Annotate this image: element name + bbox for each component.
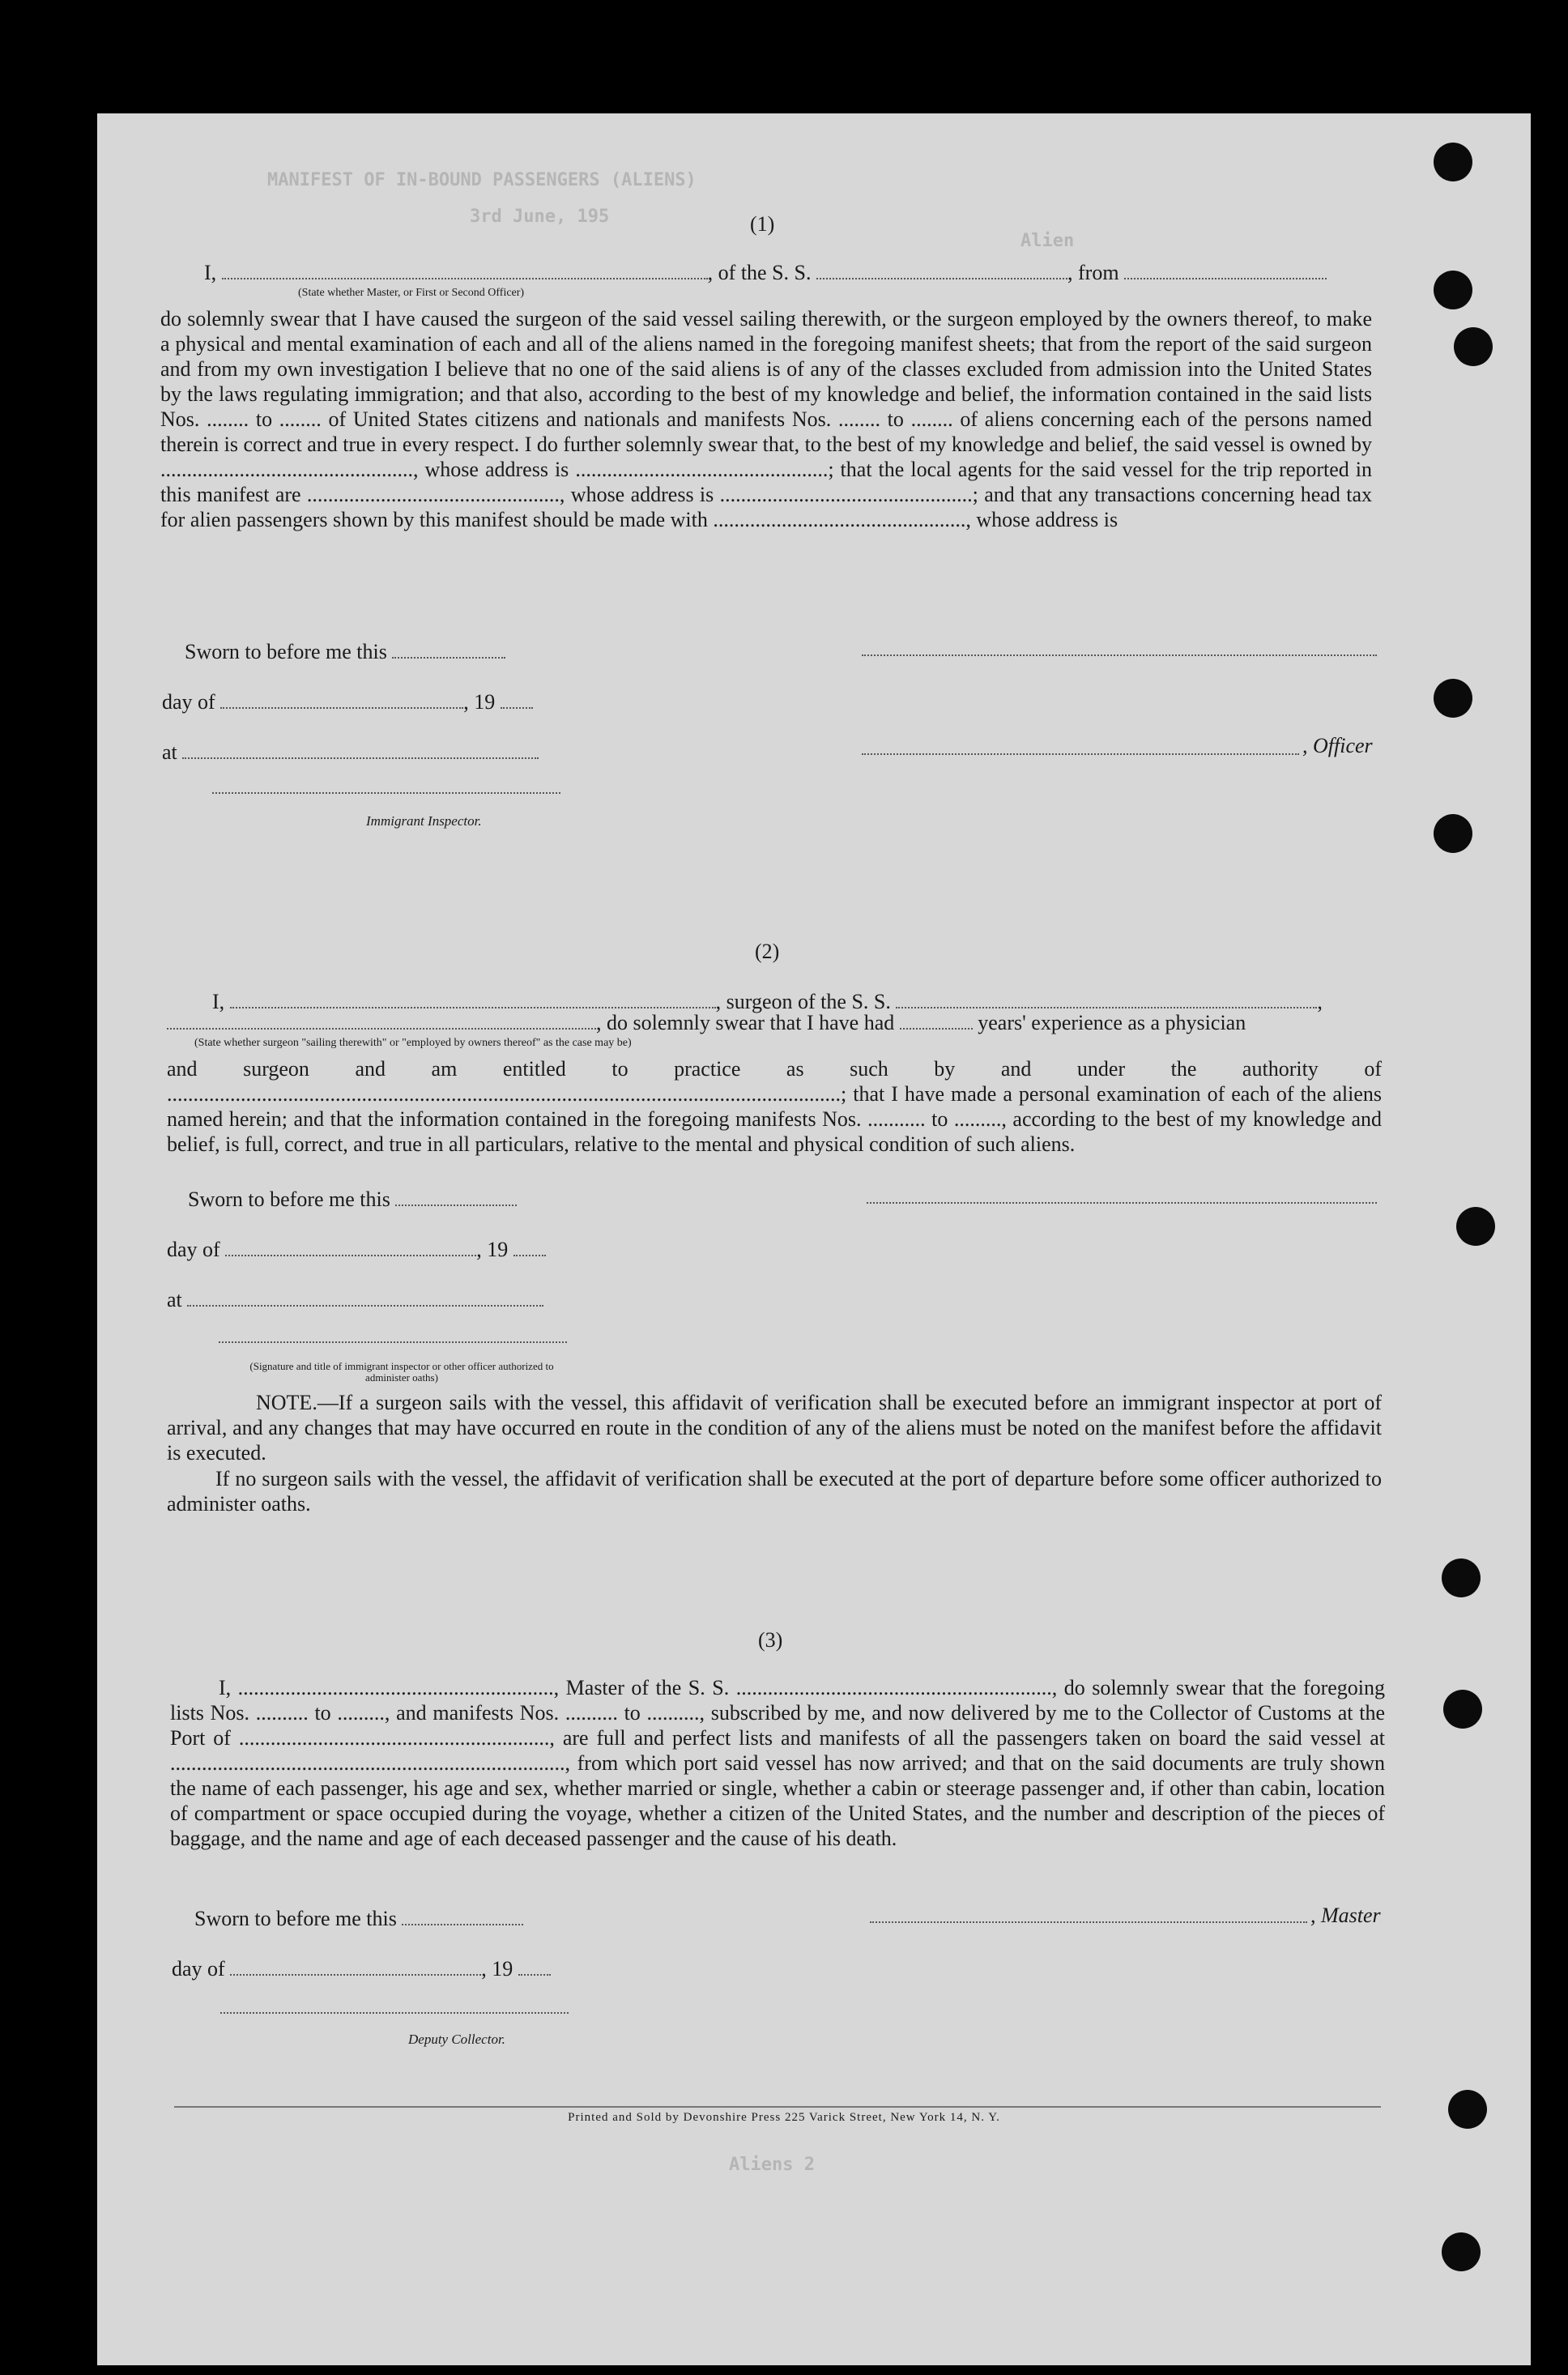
punch-hole bbox=[1434, 814, 1472, 853]
collector-caption: Deputy Collector. bbox=[408, 2032, 505, 2047]
text: I, bbox=[212, 990, 225, 1013]
officer-label: , Officer bbox=[1302, 734, 1373, 757]
inspector-signature-line[interactable] bbox=[212, 792, 560, 794]
section-2-at bbox=[167, 1288, 543, 1312]
collector-signature-line[interactable] bbox=[220, 2012, 569, 2014]
text: day of bbox=[167, 1238, 220, 1261]
month-field[interactable] bbox=[220, 691, 463, 709]
sworn-day-field[interactable] bbox=[395, 1188, 517, 1206]
month-field[interactable] bbox=[225, 1239, 476, 1256]
text: , do solemnly swear that I have had bbox=[596, 1011, 895, 1034]
text: , bbox=[1317, 990, 1323, 1013]
master-signature-line[interactable] bbox=[870, 1921, 1307, 1923]
section-3-body: I, ............................................................, Master of the S. S. ............................................................, do solemnly swear that the foregoing lists Nos. .......... to ........., and manifests Nos. .......... to .........., subscribed by me, and now delivered by me to the Collector of Customs at the Port of ..........................................................., are full and perfect lists and manifests of all the passengers taken on board the said vessel at ..........................................................................., from which port said vessel has now arrived; and that on the said documents are truly shown the name of each passenger, his age and sex, whether married or single, whether a cabin or steerage passenger and, if other than cabin, location of compartment or space occupied during the voyage, whether a citizen of the United States, and the number and description of the pieces of baggage, and the name and age of each deceased passenger and the cause of his death. bbox=[170, 1676, 1385, 1850]
text: I, bbox=[204, 261, 217, 284]
text: day of bbox=[172, 1957, 225, 1981]
master-label: , Master bbox=[1310, 1904, 1381, 1927]
section-2-day-of bbox=[167, 1238, 546, 1262]
section-2-caption: (Signature and title of immigrant inspector or other officer authorized to administer oaths) bbox=[249, 1360, 554, 1384]
punch-hole bbox=[1442, 2232, 1481, 2271]
place-field[interactable] bbox=[187, 1289, 543, 1307]
text: Sworn to before me this bbox=[194, 1907, 397, 1930]
ship-name-field[interactable] bbox=[816, 262, 1067, 279]
section-1-number: (1) bbox=[750, 212, 775, 236]
section-2-number: (2) bbox=[755, 940, 780, 963]
section-1-at bbox=[162, 740, 539, 765]
bleed-through-title: MANIFEST OF IN-BOUND PASSENGERS (ALIENS) bbox=[267, 170, 697, 190]
section-1-line-1 bbox=[204, 261, 1327, 285]
footer-rule bbox=[174, 2106, 1381, 2108]
punch-hole bbox=[1454, 327, 1493, 366]
bleed-through-bottom: Aliens 2 bbox=[729, 2155, 815, 2175]
inspector-caption: Immigrant Inspector. bbox=[366, 813, 482, 829]
ship-name-field[interactable] bbox=[896, 991, 1317, 1008]
text: years' experience as a physician bbox=[978, 1011, 1246, 1034]
punch-hole bbox=[1442, 1558, 1481, 1597]
surgeon-name-field[interactable] bbox=[230, 991, 716, 1008]
sworn-day-field[interactable] bbox=[392, 641, 505, 659]
section-2-hint: (State whether surgeon "sailing therewith" or "employed by owners thereof" as the case may be) bbox=[194, 1037, 632, 1049]
text: , surgeon of the S. S. bbox=[715, 990, 891, 1013]
section-2-note-2: If no surgeon sails with the vessel, the affidavit of verification shall be executed at the port of departure before some officer authorized to administer oaths. bbox=[167, 1467, 1382, 1516]
officer-signature-line[interactable] bbox=[862, 753, 1299, 755]
punch-hole bbox=[1434, 271, 1472, 309]
text: at bbox=[167, 1288, 182, 1311]
bleed-through-date: 3rd June, 195 bbox=[470, 207, 610, 227]
section-1-day-of bbox=[162, 690, 533, 714]
years-field[interactable] bbox=[900, 1012, 973, 1030]
section-2-body: and surgeon and am entitled to practice as such by and under the authority of ................................................................................................................................; that I have made a personal examination of each of the aliens named herein; and that the information contained in the foregoing manifests Nos. ........... to ........., according to the best of my knowledge and belief, is full, correct, and true in all particulars, relative to the mental and physical condition of such aliens. bbox=[167, 1057, 1382, 1156]
punch-hole bbox=[1456, 1207, 1495, 1246]
surgeon-signature-line[interactable] bbox=[867, 1202, 1377, 1204]
printer-imprint: Printed and Sold by Devonshire Press 225 Varick Street, New York 14, N. Y. bbox=[568, 2111, 1000, 2124]
bleed-through-word: Alien bbox=[1020, 231, 1075, 251]
text: Sworn to before me this bbox=[188, 1188, 390, 1211]
text: Sworn to before me this bbox=[185, 640, 387, 663]
year-field[interactable] bbox=[518, 1958, 551, 1976]
text: , of the S. S. bbox=[707, 261, 812, 284]
section-1-sworn bbox=[185, 640, 505, 664]
inspector-signature-line[interactable] bbox=[219, 1341, 567, 1343]
section-2-line-2 bbox=[167, 1011, 1246, 1035]
text: day of bbox=[162, 690, 215, 714]
punch-hole bbox=[1434, 143, 1472, 181]
text: , 19 bbox=[476, 1238, 509, 1261]
text: , 19 bbox=[481, 1957, 513, 1981]
month-field[interactable] bbox=[230, 1958, 481, 1976]
section-1-hint: (State whether Master, or First or Second Officer) bbox=[298, 287, 525, 299]
year-field[interactable] bbox=[513, 1239, 546, 1256]
section-3-number: (3) bbox=[758, 1628, 783, 1652]
signature-line[interactable] bbox=[862, 655, 1377, 656]
punch-hole bbox=[1443, 1690, 1482, 1729]
section-2-note-1: NOTE.—If a surgeon sails with the vessel, this affidavit of verification shall be executed before an immigrant inspector at port of arrival, and any changes that may have occurred en route in the condition of any of the aliens must be noted on the manifest before the affidavit is executed. bbox=[167, 1391, 1382, 1465]
section-2-sworn bbox=[188, 1188, 517, 1212]
section-3-day-of bbox=[172, 1957, 551, 1981]
surgeon-status-field[interactable] bbox=[167, 1012, 596, 1030]
from-port-field[interactable] bbox=[1124, 262, 1327, 279]
section-1-body: do solemnly swear that I have caused the surgeon of the said vessel sailing therewith, or the surgeon employed by the owners thereof, to make a physical and mental examination of each and all of the aliens named in the foregoing manifest sheets; that from the report of the said surgeon and from my own investigation I believe that no one of the said aliens is of any of the classes excluded from admission into the United States by the laws regulating immigration; and that also, according to the best of my knowledge and belief, the information contained in the said lists Nos. ........ to ........ of United States citizens and nationals and manifests Nos. ........ to ........ of aliens concerning each of the persons named therein is correct and true in every respect. I do further solemnly swear that, to the best of my knowledge and belief, the said vessel is owned by ................................................, whose address is ................................................; that the local agents for the said vessel for the trip reported in this manifest are ................................................, whose address is ................................................; and that any transactions concerning head tax for alien passengers shown by this manifest should be made with ................................................, whose address is bbox=[160, 307, 1372, 531]
text: at bbox=[162, 740, 177, 764]
text: , 19 bbox=[463, 690, 496, 714]
text: , from bbox=[1067, 261, 1119, 284]
officer-name-field[interactable] bbox=[222, 262, 708, 279]
place-field[interactable] bbox=[182, 741, 539, 759]
punch-hole bbox=[1434, 679, 1472, 718]
section-3-sworn bbox=[194, 1907, 523, 1931]
year-field[interactable] bbox=[501, 691, 533, 709]
sworn-day-field[interactable] bbox=[402, 1908, 523, 1925]
